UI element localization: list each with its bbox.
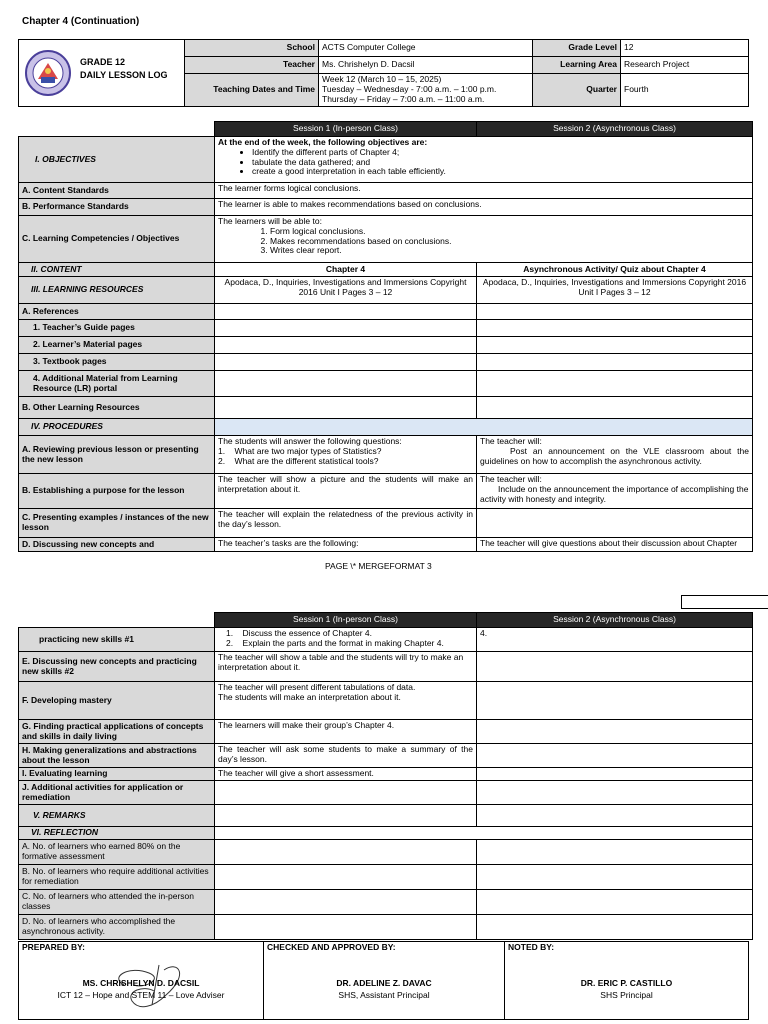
noted-by-label: NOTED BY: — [508, 942, 555, 952]
competency-item: 1. Form logical conclusions. — [270, 227, 749, 237]
proc-i-label: I. Evaluating learning — [19, 768, 215, 781]
quarter-value: Fourth — [621, 74, 749, 107]
proc-a-s1-q2: 2. What are the different statistical tools? — [218, 455, 379, 466]
checked-by-name: DR. ADELINE Z. DAVAC — [336, 977, 432, 988]
proc-f-s1 — [215, 682, 477, 720]
reflection-item-d: D. No. of learners who accomplished the asynchronous activity. — [19, 915, 215, 940]
grade-level-value: 12 — [621, 40, 749, 57]
school-value: ACTS Computer College — [319, 40, 533, 57]
learning-area-value: Research Project — [621, 57, 749, 74]
checked-by-cell — [264, 942, 505, 1020]
content-s1: Chapter 4 — [215, 263, 477, 277]
deped-seal-icon — [24, 49, 72, 97]
remarks-label: V. REMARKS — [19, 805, 215, 827]
lesson-log-header — [18, 39, 749, 107]
performance-standards-label: B. Performance Standards — [19, 199, 215, 216]
objective-item: • create a good interpretation in each table efficiently. — [252, 167, 749, 177]
proc-j-label: J. Additional activities for application or remediation — [19, 781, 215, 805]
reflection-item-b: B. No. of learners who require additional activities for remediation — [19, 865, 215, 890]
textbook-pages-label: 3. Textbook pages — [19, 354, 215, 371]
grade-level-label: Grade Level — [533, 40, 621, 57]
proc-b-label: B. Establishing a purpose for the lesson — [19, 474, 215, 509]
objectives-intro: At the end of the week, the following objectives are: — [218, 137, 428, 147]
proc-g-label: G. Finding practical applications of concepts and skills in daily living — [19, 720, 215, 744]
proc-d-cont-s2: 4. — [477, 628, 753, 652]
proc-f-s1-line1: The teacher will present different tabulations of data. — [218, 682, 416, 692]
teaching-time-thu-fri: Thursday – Friday – 7:00 a.m. – 11:00 a.m. — [322, 93, 485, 104]
additional-material-label: 4. Additional Material from Learning Resource (LR) portal — [19, 371, 215, 397]
reflection-item-a: A. No. of learners who earned 80% on the formative assessment — [19, 840, 215, 865]
teaching-week: Week 12 (March 10 – 15, 2025) — [322, 74, 442, 85]
proc-f-label: F. Developing mastery — [19, 682, 215, 720]
session2-header-p2: Session 2 (Asynchronous Class) — [477, 613, 753, 628]
proc-d-s2: The teacher will give questions about their discussion about Chapter — [477, 538, 753, 552]
proc-a-s1 — [215, 436, 477, 474]
reflection-label: VI. REFLECTION — [19, 827, 215, 840]
teaching-dates-label: Teaching Dates and Time — [185, 74, 319, 107]
proc-d-s1: The teacher’s tasks are the following: — [215, 538, 477, 552]
margin-box — [681, 595, 768, 609]
proc-c-label: C. Presenting examples / instances of the new lesson — [19, 509, 215, 538]
header-title-log: DAILY LESSON LOG — [80, 70, 168, 80]
proc-a-label: A. Reviewing previous lesson or presenting the new lesson — [19, 436, 215, 474]
reflection-item-c: C. No. of learners who attended the in-person classes — [19, 890, 215, 915]
competencies-label: C. Learning Competencies / Objectives — [19, 216, 215, 263]
proc-a-s1-intro: The students will answer the following questions: — [218, 436, 402, 446]
proc-c-s1: The teacher will explain the relatedness of the previous activity in the day’s lesson. — [215, 509, 477, 538]
teaching-time-tue-wed: Tuesday – Wednesday - 7:00 a.m. – 1:00 p.m. — [322, 84, 497, 95]
lesson-plan-table-p2 — [18, 612, 753, 940]
content-standards-label: A. Content Standards — [19, 183, 215, 199]
performance-standards-value: The learner is able to makes recommendations based on conclusions. — [215, 199, 753, 216]
content-standards-value: The learner forms logical conclusions. — [215, 183, 753, 199]
signature-block — [18, 941, 749, 1020]
proc-e-s1: The teacher will show a table and the students will try to make an interpretation about it. — [215, 652, 477, 682]
proc-a-s2-line1: The teacher will: — [480, 436, 542, 446]
prepared-by-name: MS. CHRISHELYN D. DACSIL — [82, 977, 200, 988]
teacher-label: Teacher — [185, 57, 319, 74]
content-label: II. CONTENT — [19, 263, 215, 277]
proc-d-cont-label: practicing new skills #1 — [19, 628, 215, 652]
competency-item: 2. Makes recommendations based on conclusions. — [270, 237, 749, 247]
proc-b-s2-line1: The teacher will: — [480, 474, 542, 484]
quarter-label: Quarter — [533, 74, 621, 107]
references-label: A. References — [19, 304, 215, 320]
proc-b-s1: The teacher will show a picture and the students will make an interpretation about it. — [215, 474, 477, 509]
competencies-cell — [215, 216, 753, 263]
session2-header: Session 2 (Asynchronous Class) — [477, 122, 753, 137]
proc-b-s2 — [477, 474, 753, 509]
teachers-guide-label: 1. Teacher’s Guide pages — [19, 320, 215, 337]
proc-a-s2-line2: Post an announcement on the VLE classroom about the guidelines on how to accomplish the asynchronous activity. — [480, 445, 749, 466]
page-footer-field: PAGE \* MERGEFORMAT 3 — [325, 561, 432, 571]
objective-item: • tabulate the data gathered; and — [252, 158, 749, 168]
prepared-by-label: PREPARED BY: — [22, 942, 85, 952]
header-title-grade: GRADE 12 — [80, 57, 126, 67]
competency-item: 3. Writes clear report. — [270, 246, 749, 256]
resources-s1: Apodaca, D., Inquiries, Investigations and Immersions Copyright 2016 Unit I Pages 3 – 12 — [215, 277, 477, 304]
noted-by-cell — [505, 942, 749, 1020]
proc-a-s1-q2-text: What are the different statistical tools? — [234, 455, 379, 466]
competencies-intro: The learners will be able to: — [218, 216, 322, 226]
proc-d-label: D. Discussing new concepts and — [19, 538, 215, 552]
proc-b-s2-line2: Include on the announcement the importance of accomplishing the activity with honesty and integrity. — [480, 483, 749, 504]
lesson-plan-table-p1 — [18, 121, 753, 552]
proc-d-item1-text: Discuss the essence of Chapter 4. — [242, 628, 373, 638]
proc-e-label: E. Discussing new concepts and practicing new skills #2 — [19, 652, 215, 682]
proc-a-s1-q1-text: What are two major types of Statistics? — [234, 445, 382, 456]
prepared-by-role: ICT 12 – Hope and STEM 11 – Love Adviser — [57, 989, 225, 1000]
objectives-label: I. OBJECTIVES — [19, 137, 215, 183]
checked-by-role: SHS, Assistant Principal — [338, 989, 430, 1000]
objectives-cell — [215, 137, 753, 183]
proc-f-s1-line2: The students will make an interpretation about it. — [218, 691, 401, 702]
proc-a-s2 — [477, 436, 753, 474]
proc-d-item2-text: Explain the parts and the format in making Chapter 4. — [242, 637, 444, 648]
session1-header: Session 1 (In-person Class) — [215, 122, 477, 137]
proc-h-label: H. Making generalizations and abstractions about the lesson — [19, 744, 215, 768]
proc-d-cont-s1 — [215, 628, 477, 652]
other-resources-label: B. Other Learning Resources — [19, 397, 215, 419]
learning-area-label: Learning Area — [533, 57, 621, 74]
learners-material-label: 2. Learner’s Material pages — [19, 337, 215, 354]
header-title-cell — [19, 40, 185, 107]
school-label: School — [185, 40, 319, 57]
teacher-value: Ms. Chrishelyn D. Dacsil — [319, 57, 533, 74]
proc-a-s1-q1: 1. What are two major types of Statistics? — [218, 445, 382, 456]
noted-by-role: SHS Principal — [600, 989, 653, 1000]
noted-by-name: DR. ERIC P. CASTILLO — [580, 977, 673, 988]
proc-g-s1: The learners will make their group’s Chapter 4. — [215, 720, 477, 744]
session1-header-p2: Session 1 (In-person Class) — [215, 613, 477, 628]
procedures-band — [215, 419, 753, 436]
proc-d-item1: 1. Discuss the essence of Chapter 4. — [226, 628, 373, 638]
proc-h-s1: The teacher will ask some students to make a summary of the day’s lesson. — [215, 744, 477, 768]
chapter-heading: Chapter 4 (Continuation) — [22, 16, 140, 27]
resources-label: III. LEARNING RESOURCES — [19, 277, 215, 304]
proc-i-s1: The teacher will give a short assessment. — [215, 768, 477, 781]
checked-by-label: CHECKED AND APPROVED BY: — [267, 942, 396, 952]
procedures-label: IV. PROCEDURES — [19, 419, 215, 436]
resources-s2: Apodaca, D., Inquiries, Investigations and Immersions Copyright 2016 Unit I Pages 3 – 12 — [477, 277, 753, 304]
content-s2: Asynchronous Activity/ Quiz about Chapter 4 — [477, 263, 753, 277]
proc-d-item2: 2. Explain the parts and the format in making Chapter 4. — [226, 637, 444, 648]
objective-item: • Identify the different parts of Chapter 4; — [252, 148, 749, 158]
prepared-by-cell — [19, 942, 264, 1020]
teaching-dates-value — [319, 74, 533, 107]
